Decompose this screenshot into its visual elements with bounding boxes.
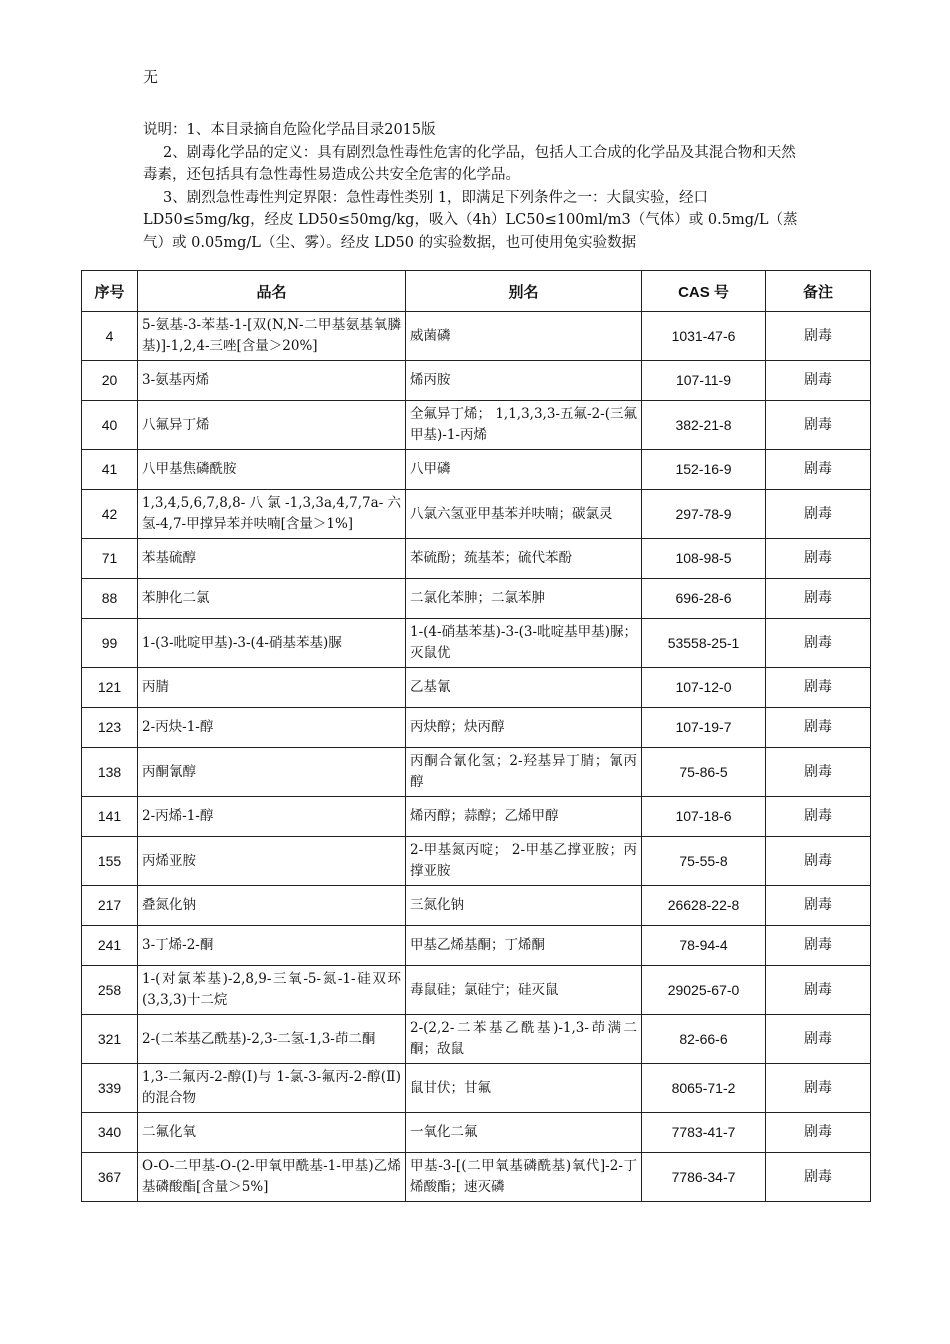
cell-product-name: 1,3,4,5,6,7,8,8-八氯-1,3,3a,4,7,7a-六氢-4,7-甲撑异苯并呋喃[含量＞1%] [138, 490, 406, 539]
cell-remark: 剧毒 [766, 748, 871, 797]
cell-product-name: 1-(3-吡啶甲基)-3-(4-硝基苯基)脲 [138, 619, 406, 668]
header-text: 无 [143, 68, 159, 86]
cell-serial-number: 40 [82, 401, 138, 450]
cell-serial-number: 41 [82, 450, 138, 490]
cell-cas-number: 78-94-4 [642, 926, 766, 966]
cell-remark: 剧毒 [766, 708, 871, 748]
cell-product-name: 苯胂化二氯 [138, 579, 406, 619]
cell-remark: 剧毒 [766, 837, 871, 886]
cell-alias: 八甲磷 [406, 450, 642, 490]
cell-cas-number: 29025-67-0 [642, 966, 766, 1015]
cell-remark: 剧毒 [766, 926, 871, 966]
header-cas: CAS 号 [642, 271, 766, 312]
table-row [82, 1015, 871, 1064]
cell-alias: 甲基-3-[(二甲氧基磷酰基)氧代]-2-丁烯酸酯；速灭磷 [406, 1153, 642, 1202]
cell-serial-number: 4 [82, 312, 138, 361]
cell-remark: 剧毒 [766, 797, 871, 837]
cell-serial-number: 258 [82, 966, 138, 1015]
cell-serial-number: 141 [82, 797, 138, 837]
cell-alias: 乙基氰 [406, 668, 642, 708]
cell-cas-number: 107-19-7 [642, 708, 766, 748]
cell-serial-number: 155 [82, 837, 138, 886]
cell-cas-number: 75-86-5 [642, 748, 766, 797]
cell-product-name: 二氟化氧 [138, 1113, 406, 1153]
cell-alias: 一氧化二氟 [406, 1113, 642, 1153]
cell-remark: 剧毒 [766, 886, 871, 926]
cell-remark: 剧毒 [766, 579, 871, 619]
cell-product-name: 1-(对氯苯基)-2,8,9-三氧-5-氮-1-硅双环(3,3,3)十二烷 [138, 966, 406, 1015]
cell-product-name: 苯基硫醇 [138, 539, 406, 579]
cell-serial-number: 121 [82, 668, 138, 708]
cell-alias: 全氟异丁烯； 1,1,3,3,3-五氟-2-(三氟甲基)-1-丙烯 [406, 401, 642, 450]
cell-cas-number: 1031-47-6 [642, 312, 766, 361]
cell-product-name: 3-氨基丙烯 [138, 361, 406, 401]
cell-cas-number: 108-98-5 [642, 539, 766, 579]
cell-serial-number: 71 [82, 539, 138, 579]
table-row [82, 1113, 871, 1153]
table-row [82, 450, 871, 490]
table-row [82, 668, 871, 708]
cell-cas-number: 152-16-9 [642, 450, 766, 490]
header-note: 备注 [766, 271, 871, 312]
cell-product-name: 八氟异丁烯 [138, 401, 406, 450]
cell-product-name: 丙烯亚胺 [138, 837, 406, 886]
cell-cas-number: 107-11-9 [642, 361, 766, 401]
cell-serial-number: 42 [82, 490, 138, 539]
cell-cas-number: 53558-25-1 [642, 619, 766, 668]
cell-alias: 甲基乙烯基酮；丁烯酮 [406, 926, 642, 966]
cell-alias: 烯丙醇；蒜醇；乙烯甲醇 [406, 797, 642, 837]
table-row [82, 966, 871, 1015]
cell-cas-number: 7786-34-7 [642, 1153, 766, 1202]
cell-serial-number: 123 [82, 708, 138, 748]
cell-cas-number: 107-18-6 [642, 797, 766, 837]
header-name: 品名 [138, 271, 406, 312]
note-line-3: 3、剧烈急性毒性判定界限：急性毒性类别 1，即满足下列条件之一：大鼠实验，经口LD50≤5mg/kg，经皮 LD50≤50mg/kg，吸入（4h）LC50≤100ml/m3（气体）或 0.5mg/L（蒸气）或 0.05mg/L（尘、雾）。经皮 LD50 的实验数据，也可使用兔实验数据 [143, 189, 798, 251]
cell-serial-number: 20 [82, 361, 138, 401]
header-alias: 别名 [406, 271, 642, 312]
cell-cas-number: 696-28-6 [642, 579, 766, 619]
table-row [82, 401, 871, 450]
cell-remark: 剧毒 [766, 312, 871, 361]
cell-serial-number: 99 [82, 619, 138, 668]
table-row [82, 886, 871, 926]
table-header-row [82, 271, 871, 312]
cell-product-name: 2-(二苯基乙酰基)-2,3-二氢-1,3-茚二酮 [138, 1015, 406, 1064]
cell-remark: 剧毒 [766, 490, 871, 539]
cell-serial-number: 88 [82, 579, 138, 619]
note-line-1: 说明：1、本目录摘自危险化学品目录2015版 [143, 122, 436, 138]
cell-alias: 毒鼠硅；氯硅宁；硅灭鼠 [406, 966, 642, 1015]
cell-serial-number: 138 [82, 748, 138, 797]
cell-cas-number: 75-55-8 [642, 837, 766, 886]
cell-cas-number: 82-66-6 [642, 1015, 766, 1064]
cell-cas-number: 7783-41-7 [642, 1113, 766, 1153]
header-no: 序号 [82, 271, 138, 312]
notes-block [143, 119, 807, 254]
table-row [82, 579, 871, 619]
table-row [82, 1153, 871, 1202]
cell-product-name: 3-丁烯-2-酮 [138, 926, 406, 966]
cell-alias: 二氯化苯胂；二氯苯胂 [406, 579, 642, 619]
cell-cas-number: 107-12-0 [642, 668, 766, 708]
table-row [82, 708, 871, 748]
cell-alias: 八氯六氢亚甲基苯并呋喃；碳氯灵 [406, 490, 642, 539]
table-row [82, 490, 871, 539]
cell-remark: 剧毒 [766, 401, 871, 450]
cell-product-name: 1,3-二氟丙-2-醇(Ⅰ)与 1-氯-3-氟丙-2-醇(Ⅱ)的混合物 [138, 1064, 406, 1113]
cell-remark: 剧毒 [766, 966, 871, 1015]
cell-cas-number: 8065-71-2 [642, 1064, 766, 1113]
cell-product-name: 八甲基焦磷酰胺 [138, 450, 406, 490]
cell-alias: 苯硫酚；巯基苯；硫代苯酚 [406, 539, 642, 579]
cell-product-name: 5-氨基-3-苯基-1-[双(N,N-二甲基氨基氧膦基)]-1,2,4-三唑[含量＞20%] [138, 312, 406, 361]
cell-serial-number: 241 [82, 926, 138, 966]
table-row [82, 748, 871, 797]
cell-alias: 三氮化钠 [406, 886, 642, 926]
cell-alias: 2-(2,2-二苯基乙酰基)-1,3-茚满二酮；敌鼠 [406, 1015, 642, 1064]
cell-alias: 威菌磷 [406, 312, 642, 361]
toxic-chemicals-table [81, 270, 871, 1202]
table-row [82, 539, 871, 579]
cell-remark: 剧毒 [766, 619, 871, 668]
cell-cas-number: 26628-22-8 [642, 886, 766, 926]
cell-cas-number: 382-21-8 [642, 401, 766, 450]
cell-serial-number: 217 [82, 886, 138, 926]
note-line-2: 2、剧毒化学品的定义：具有剧烈急性毒性危害的化学品，包括人工合成的化学品及其混合物和天然毒素，还包括具有急性毒性易造成公共安全危害的化学品。 [143, 144, 796, 183]
table-row [82, 1064, 871, 1113]
cell-alias: 丙炔醇；炔丙醇 [406, 708, 642, 748]
cell-serial-number: 367 [82, 1153, 138, 1202]
cell-remark: 剧毒 [766, 1064, 871, 1113]
cell-remark: 剧毒 [766, 539, 871, 579]
table-row [82, 312, 871, 361]
cell-alias: 1-(4-硝基苯基)-3-(3-吡啶基甲基)脲；灭鼠优 [406, 619, 642, 668]
cell-alias: 丙酮合氰化氢；2-羟基异丁腈；氰丙醇 [406, 748, 642, 797]
table-row [82, 926, 871, 966]
cell-product-name: 叠氮化钠 [138, 886, 406, 926]
cell-serial-number: 321 [82, 1015, 138, 1064]
cell-remark: 剧毒 [766, 1015, 871, 1064]
cell-remark: 剧毒 [766, 668, 871, 708]
cell-remark: 剧毒 [766, 1113, 871, 1153]
table-row [82, 361, 871, 401]
cell-product-name: O-O-二甲基-O-(2-甲氧甲酰基-1-甲基)乙烯基磷酸酯[含量＞5%] [138, 1153, 406, 1202]
cell-alias: 2-甲基氮丙啶； 2-甲基乙撑亚胺；丙撑亚胺 [406, 837, 642, 886]
cell-product-name: 2-丙炔-1-醇 [138, 708, 406, 748]
table-body [82, 312, 871, 1202]
cell-serial-number: 339 [82, 1064, 138, 1113]
cell-product-name: 丙酮氰醇 [138, 748, 406, 797]
cell-remark: 剧毒 [766, 450, 871, 490]
cell-product-name: 2-丙烯-1-醇 [138, 797, 406, 837]
cell-cas-number: 297-78-9 [642, 490, 766, 539]
cell-alias: 鼠甘伏；甘氟 [406, 1064, 642, 1113]
table-row [82, 837, 871, 886]
cell-product-name: 丙腈 [138, 668, 406, 708]
cell-serial-number: 340 [82, 1113, 138, 1153]
cell-remark: 剧毒 [766, 1153, 871, 1202]
cell-remark: 剧毒 [766, 361, 871, 401]
table-row [82, 619, 871, 668]
cell-alias: 烯丙胺 [406, 361, 642, 401]
table-row [82, 797, 871, 837]
